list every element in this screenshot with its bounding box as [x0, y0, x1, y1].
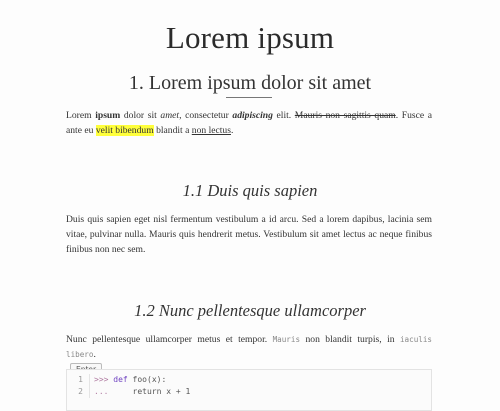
document-title: Lorem ipsum	[165, 20, 335, 55]
text: dolor sit	[120, 110, 161, 121]
bold-italic-text: adipiscing	[232, 110, 273, 121]
bold-text: ipsum	[95, 110, 121, 121]
code-prompt: >>>	[94, 375, 109, 384]
text: Lorem	[66, 110, 96, 121]
code-text: return x + 1	[108, 387, 191, 396]
text: Nunc pellentesque ullamcorper metus et tempor.	[66, 334, 273, 345]
line-number: 1	[67, 374, 90, 386]
text: non blandit turpis, in	[300, 334, 400, 345]
highlighted-text: velit bibendum	[95, 125, 154, 136]
subsection-1-2-heading: 1.2 Nunc pellentesque ullamcorper	[134, 301, 366, 320]
code-block	[66, 369, 432, 411]
code-prompt: ...	[94, 387, 109, 396]
code-line	[67, 374, 431, 386]
code-text: foo(x):	[127, 375, 167, 384]
inline-code: iaculis libero	[66, 335, 432, 359]
text: .	[230, 125, 234, 136]
italic-text: amet	[160, 110, 180, 121]
strikethrough-text: Mauris non sagittis quam	[294, 110, 396, 121]
text: elit.	[272, 110, 295, 121]
subsection-1-1-paragraph: Duis quis sapien eget nisl fermentum vestibulum a id arcu. Sed a lorem dapibus, lacinia sem vitae, pulvinar nulla. Mauris quis hendrerit metus. Vestibulum sit amet lectus ac neque finibus finibus non nec sem.	[66, 214, 432, 255]
text: blandit a	[153, 125, 192, 136]
subsection-1-1-heading: 1.1 Duis quis sapien	[182, 181, 318, 200]
text: .	[93, 349, 96, 360]
underlined-text: non lectus	[191, 125, 231, 136]
section-1-heading: 1. Lorem ipsum dolor sit amet	[128, 72, 372, 94]
text: , consectetur	[179, 110, 233, 121]
inline-code: Mauris	[272, 335, 301, 344]
section-1-underline	[226, 97, 272, 98]
code-keyword: def	[113, 375, 128, 384]
code-line	[67, 386, 431, 398]
line-number: 2	[67, 386, 90, 398]
text: . Fusce a ante eu	[66, 110, 432, 136]
section-1-paragraph	[66, 108, 432, 138]
